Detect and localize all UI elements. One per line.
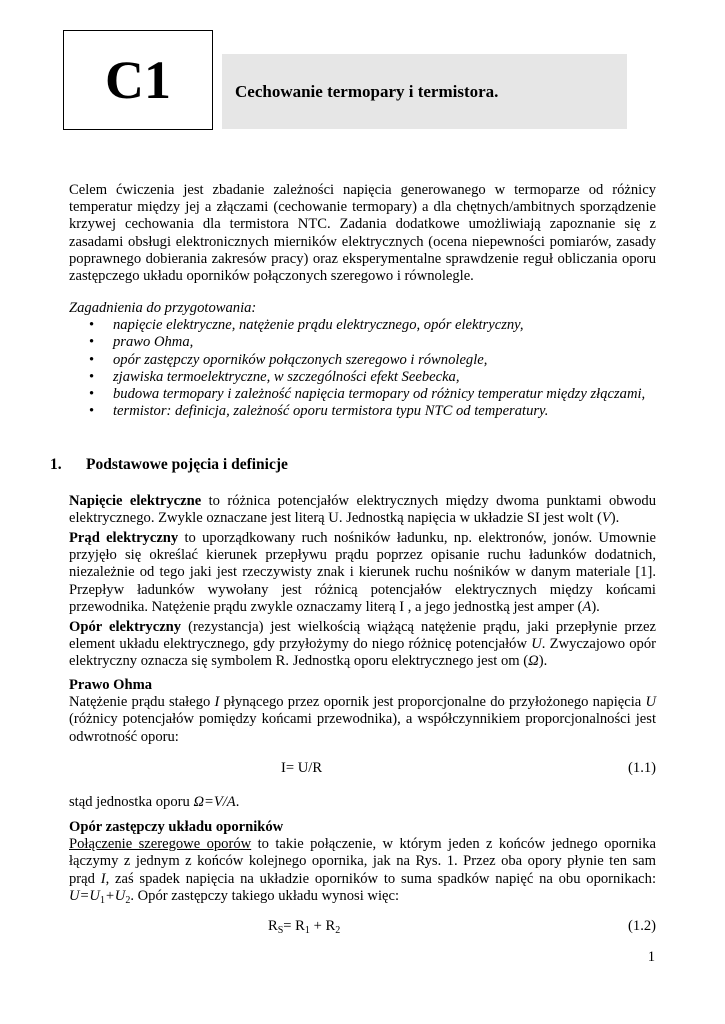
voltage-paragraph: Napięcie elektryczne to różnica potencjałów elektrycznych między dwoma punktami obwodu elektrycznego. Zwykle oznaczane jest literą U. Jednostką napięcia w układzie SI jest wolt (V). [69,493,656,527]
current-term: Prąd elektryczny [69,530,179,546]
equation-1-1 [69,760,656,778]
intro-paragraph: Celem ćwiczenia jest zbadanie zależności napięcia generowanego w termoparze od różnicy temperatur między jej a złączami (cechowanie termopary) a dla chętnych/ambitnych sporządzenie krzywej cechowania dla termistora NTC. Zadania dodatkowe umożliwiają zapoznanie się z zasadami obsługi elektronicznych mierników elektrycznych (ocena niepewności pomiarów, zasady poprawnego dobierania zakresów pracy) oraz eksperymentalne sprawdzenie reguł obliczania oporu zastępczego układu oporników połączonych szeregowo i równolegle. [69,182,656,285]
equation-1-2 [69,918,656,936]
series-heading: Opór zastępczy układu oporników [69,819,284,835]
series-block [69,819,656,905]
title-bar [222,54,627,129]
list-item: • termistor: definicja, zależność oporu termistora typu NTC od temperatury. [69,403,656,420]
list-item: • opór zastępczy oporników połączonych szeregowo i równolegle, [69,352,656,369]
exercise-code: C1 [105,50,171,110]
voltage-term: Napięcie elektryczne [69,493,202,509]
series-paragraph: Połączenie szeregowe oporów to takie połączenie, w którym jeden z końców jednego opornika łączymy z jednym z końców kolejnego opornika, jak na Rys. 1. Przez oba opory płynie ten sam prąd I, zaś spadek napięcia na układzie oporników to suma spadków napięć na obu opornikach: $U=U_1+U_2$. Opór zastępczy takiego układu wynosi więc: [69,836,656,906]
series-formula: $R_S= R_1 + R_2$ [268,918,341,936]
section-title: Podstawowe pojęcia i definicje [86,456,288,473]
section-number: 1. [50,456,62,473]
list-item: • budowa termopary i zależność napięcia termopary od różnicy temperatur między złączami, [69,386,656,403]
section-heading [50,456,288,474]
equation-number: (1.1) [628,760,656,776]
series-term: Połączenie szeregowe oporów [69,836,252,853]
ohm-heading: Prawo Ohma [69,677,153,693]
resistance-term: Opór elektryczny [69,619,182,635]
current-paragraph: Prąd elektryczny to uporządkowany ruch nośników ładunku, np. elektronów, jonów. Umownie przyjęło się określać kierunek przepływu prądu poprzez opisanie ruchu ładunków dodatnich, niezależnie od tego jaki jest rzeczywisty znak i kierunek ruchu nośników w danym materiale [1]. Przepływ ładunków wywołany jest różnicą potencjałów elektrycznych między końcami przewodnika. Natężenie prądu zwykle oznaczamy literą I , a jego jednostką jest amper (A). [69,530,656,615]
page-number: 1 [647,949,655,965]
ohm-law-block [69,677,656,746]
list-item: • prawo Ohma, [69,334,656,351]
topics-block [69,300,656,420]
exercise-code-box [63,30,213,130]
ohm-paragraph: Natężenie prądu stałego I płynącego przez opornik jest proporcjonalne do przyłożonego napięcia U (różnicy potencjałów pomiędzy końcami przewodnika), a współczynnikiem proporcjonalności jest odwrotność oporu: [69,694,657,745]
topics-heading: Zagadnienia do przygotowania: [69,300,257,316]
ohm-formula: I= U/R [281,760,323,776]
ohm-unit-line: stąd jednostka oporu Ω=V/A. [69,794,240,810]
list-item: • zjawiska termoelektryczne, w szczególności efekt Seebecka, [69,369,656,386]
resistance-paragraph: Opór elektryczny (rezystancja) jest wielkością wiążącą natężenie prądu, jaki przepłynie przez element układu elektrycznego, gdy przyłożymy do niego różnicę potencjałów U. Zwyczajowo opór elektryczny oznacza się symbolem R. Jednostką oporu elektrycznego jest om (Ω). [69,619,657,670]
exercise-title: Cechowanie termopary i termistora. [235,81,499,101]
topics-list [69,317,656,420]
list-item: • napięcie elektryczne, natężenie prądu elektrycznego, opór elektryczny, [69,317,656,334]
equation-number: (1.2) [628,918,656,934]
